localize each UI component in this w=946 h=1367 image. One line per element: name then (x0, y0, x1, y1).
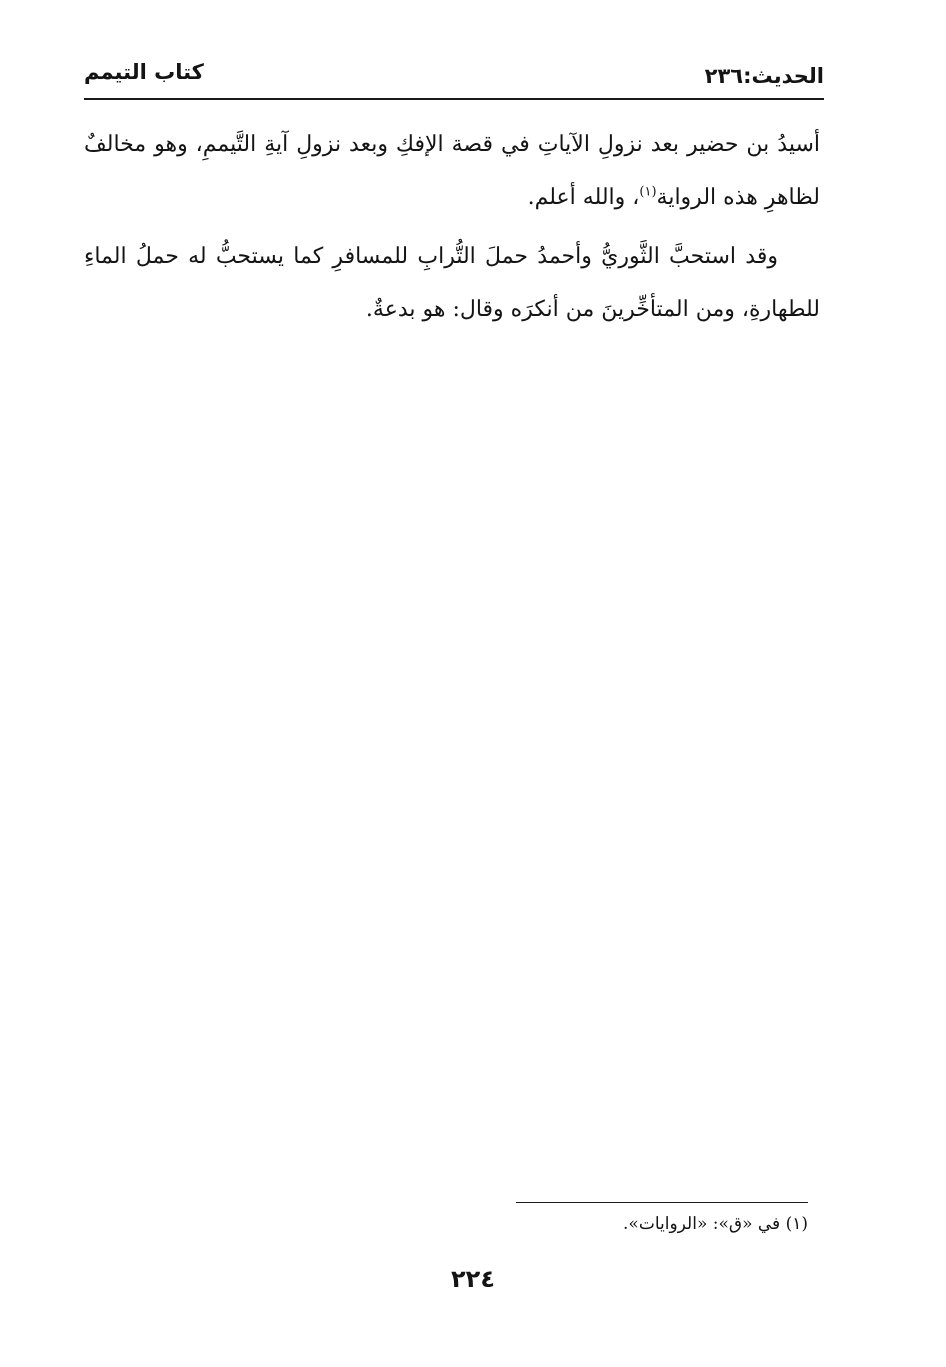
page-number: ٢٢٤ (451, 1265, 495, 1293)
footnote-reference: (١) (639, 184, 657, 200)
paragraph-1-end: ، والله أعلم. (527, 185, 640, 210)
hadith-number: الحديث:٢٣٦ (704, 64, 824, 88)
footnote-divider (516, 1202, 808, 1203)
book-title: كتاب التيمم (84, 60, 204, 84)
paragraph-2: وقد استحبَّ الثَّوريُّ وأحمدُ حملَ التُّرابِ للمسافرِ كما يستحبُّ له حملُ الماءِ للطهارةِ، ومن المتأخِّرينَ من أنكرَه وقال: هو بدعةٌ. (84, 244, 820, 322)
paragraph-1-text: أسيدُ بن حضير بعد نزولِ الآياتِ في قصة الإفكِ وبعد نزولِ آيةِ التَّيممِ، وهو مخالفٌ لظاهرِ هذه الرواية (84, 132, 821, 210)
footnote: (١) في «ق»: «الروايات». (623, 1214, 808, 1234)
running-header (84, 58, 824, 100)
paragraph-1 (84, 118, 820, 224)
main-text (84, 118, 820, 336)
